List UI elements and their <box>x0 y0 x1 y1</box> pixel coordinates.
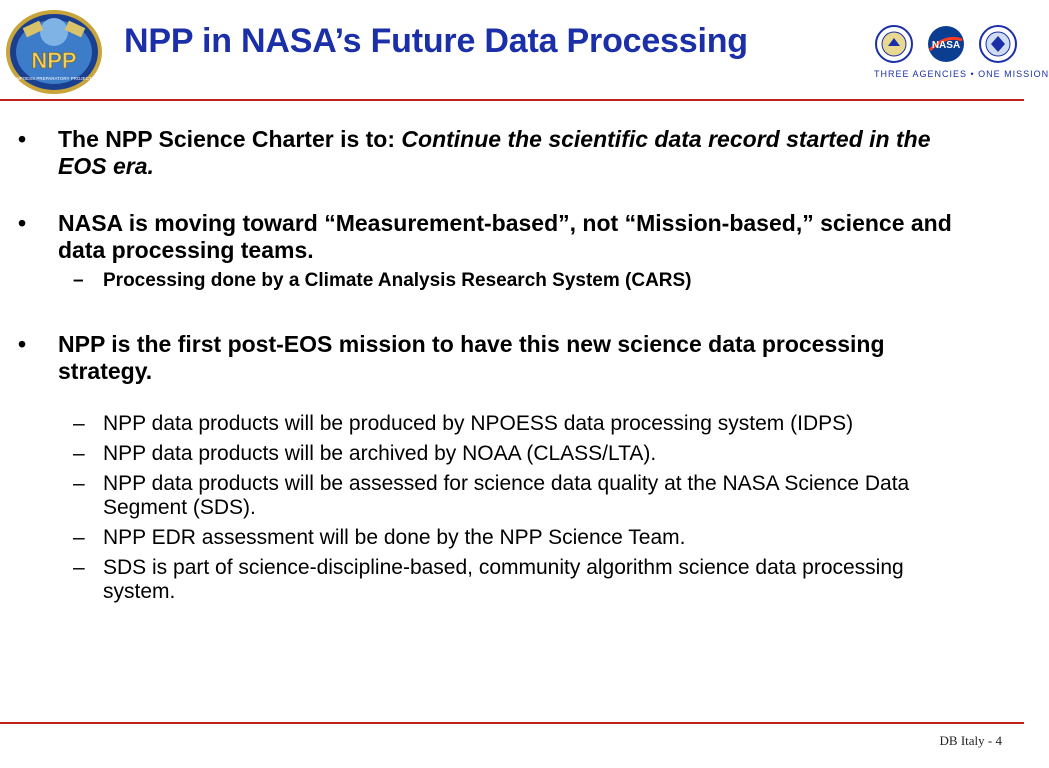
commerce-seal-icon <box>874 24 914 64</box>
sub-bullet-2-1 <box>0 269 938 293</box>
footer-divider <box>0 722 1024 724</box>
dash-marker: – <box>73 412 85 435</box>
sub-bullet-text: Processing done by a Climate Analysis Research System (CARS) <box>103 270 692 291</box>
bullet-2 <box>0 210 954 264</box>
logo-subtext: NPOESS PREPARATORY PROJECT <box>16 76 92 81</box>
header-divider <box>0 99 1024 101</box>
bullet-3-text: NPP is the first post-EOS mission to have this new science data processing strategy. <box>58 331 885 384</box>
sub-bullet-text: NPP EDR assessment will be done by the NPP Science Team. <box>103 526 686 549</box>
sub-bullet-text: NPP data products will be assessed for science data quality at the NASA Science Data Segment (SDS). <box>103 472 910 519</box>
dash-marker: – <box>73 472 85 495</box>
svg-text:NASA: NASA <box>931 40 961 51</box>
sub-bullet-3-5 <box>0 556 938 604</box>
bullet-marker: • <box>18 210 27 236</box>
bullet-1-emphasis: Continue the scientific data record started in the EOS era. <box>58 126 931 179</box>
bullet-marker: • <box>18 331 27 357</box>
npp-mission-logo <box>4 2 104 96</box>
bullet-1-lead: The NPP Science Charter is to: <box>58 126 402 152</box>
sub-bullet-text: NPP data products will be produced by NPOESS data processing system (IDPS) <box>103 412 854 435</box>
bullet-marker: • <box>18 126 27 152</box>
slide-title: NPP in NASA’s Future Data Processing <box>124 22 748 60</box>
slide-footer: DB Italy - 4 <box>939 733 1002 748</box>
dash-marker: – <box>73 526 85 549</box>
nasa-meatball-icon <box>926 24 966 64</box>
sub-bullet-text: NPP data products will be archived by NOAA (CLASS/LTA). <box>103 442 657 465</box>
sub-bullet-3-4 <box>0 526 938 550</box>
sub-bullet-3-1 <box>0 412 938 436</box>
sub-bullet-3-3 <box>0 472 938 520</box>
agency-seals <box>870 24 1049 80</box>
dash-marker: – <box>73 556 85 579</box>
air-force-seal-icon <box>978 24 1018 64</box>
bullet-1 <box>0 126 954 180</box>
dash-marker: – <box>73 442 85 465</box>
sub-bullet-text: SDS is part of science-discipline-based, community algorithm science data processing system. <box>103 556 904 603</box>
bullet-3 <box>0 331 954 385</box>
dash-marker: – <box>73 270 84 291</box>
slide-body <box>0 126 1000 604</box>
logo-npp-text: NPP <box>31 48 77 73</box>
tagline: THREE AGENCIES • ONE MISSION <box>874 69 1049 79</box>
sub-bullet-3-2 <box>0 442 938 466</box>
bullet-2-text: NASA is moving toward “Measurement-based”, not “Mission-based,” science and data processing teams. <box>58 210 952 263</box>
